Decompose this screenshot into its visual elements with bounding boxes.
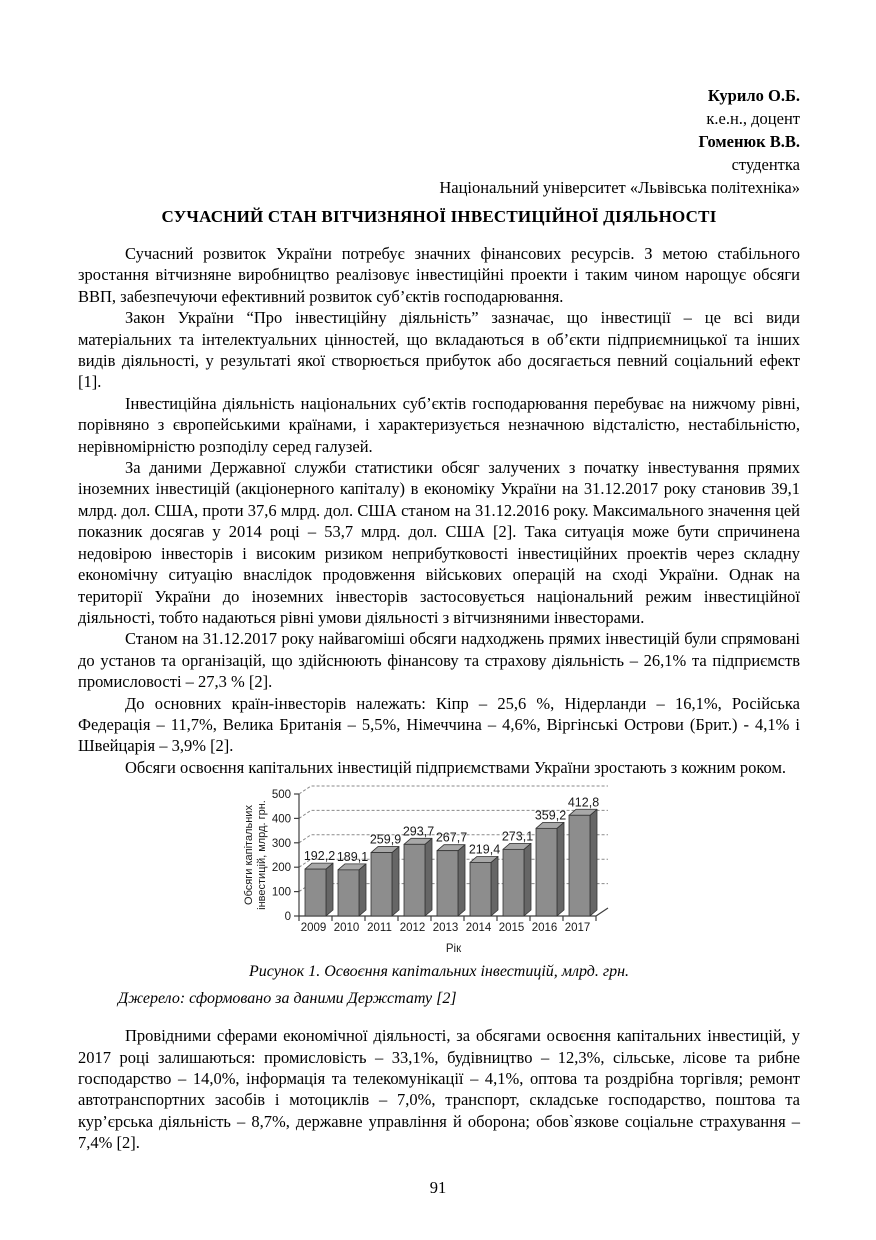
paragraph: Закон України “Про інвестиційну діяльність” зазначає, що інвестиції – це всі види матеріальних та інтелектуальних цінностей, що вкладаються в об’єкти підприємницької та інших видів діяльності, у результаті якої створюється прибуток або досягається певний соціальний ефект [1].: [78, 308, 800, 392]
figure1: [78, 782, 800, 1009]
chart-value-label: 273,1: [501, 829, 534, 844]
bar-front-face: [437, 851, 458, 916]
bar-side-face: [458, 845, 465, 916]
author-name-1: Курило О.Б.: [707, 86, 800, 105]
bar-side-face: [491, 857, 498, 917]
paragraph: Сучасний розвиток України потребує значних фінансових ресурсів. З метою стабільного зростання вітчизняне виробництво реалізовує інвестиційні проекти і таким чином нарощує обсяги ВВП, забезпечуючи ефективний розвиток суб’єктів господарювання.: [78, 244, 800, 306]
paragraph: До основних країн-інвесторів належать: Кіпр – 25,6 %, Нідерланди – 16,1%, Російська Федерація – 11,7%, Велика Британія – 5,5%, Німеччина – 4,6%, Віргінські Острови (Брит.) - 4,1% і Швейцарія – 3,9% [2].: [78, 693, 800, 756]
bar-front-face: [503, 850, 524, 917]
chart-xtick-label: 2009: [300, 922, 327, 935]
chart-xtick-label: 2011: [367, 922, 392, 935]
article-body: [78, 243, 800, 1154]
chart-bar-2016: [536, 823, 564, 917]
chart-xlabel: Рік: [445, 943, 462, 956]
chart-bar-2012: [404, 838, 432, 916]
chart-bar-2011: [371, 847, 399, 916]
chart-ytick-label: 500: [271, 789, 291, 802]
author-degree-1: к.е.н., доцент: [706, 109, 800, 128]
bar-side-face: [590, 809, 597, 916]
bar-side-face: [359, 864, 366, 916]
chart-bar-2017: [569, 809, 597, 916]
figure1-caption: Рисунок 1. Освоєння капітальних інвестицій, млрд. грн.: [248, 963, 630, 981]
chart-ylabel-line1: Обсяги капітальних: [243, 805, 255, 906]
paragraph: Інвестиційна діяльність національних суб’єктів господарювання перебуває на нижчому рівні, порівняно з європейськими країнами, і характеризується незначною відсталістю, нестабільністю, нерівномірністю розподілу серед галузей.: [78, 393, 800, 456]
bar-side-face: [557, 823, 564, 917]
chart-bar-2009: [305, 863, 333, 916]
chart-ytick-label: 400: [271, 813, 291, 826]
chart-xtick-label: 2013: [432, 922, 459, 935]
byline-block: [78, 84, 800, 199]
bar-side-face: [392, 847, 399, 916]
paragraph: Обсяги освоєння капітальних інвестицій підприємствами України зростають з кожним роком.: [125, 757, 787, 777]
chart-bar-2014: [470, 857, 498, 917]
article-title: СУЧАСНИЙ СТАН ВІТЧИЗНЯНОЇ ІНВЕСТИЦІЙНОЇ ДІЯЛЬНОСТІ: [161, 207, 717, 226]
chart-value-label: 412,8: [567, 795, 600, 810]
figure1-source: Джерело: сформовано за даними Держстату [2]: [118, 990, 457, 1008]
bar-front-face: [569, 815, 590, 916]
chart-value-label: 359,2: [534, 808, 567, 823]
affiliation: Національний університет «Львівська політехніка»: [439, 178, 800, 197]
figure1-chart: [239, 782, 639, 960]
chart-xtick-label: 2017: [564, 922, 591, 935]
bar-front-face: [404, 844, 425, 916]
chart-bar-2010: [338, 864, 366, 916]
chart-ylabel-line2: інвестицій, млрд. грн.: [256, 800, 268, 910]
chart-ytick-label: 200: [271, 862, 291, 875]
chart-ytick-label: 300: [271, 837, 291, 850]
bar-side-face: [326, 863, 333, 916]
bar-front-face: [470, 863, 491, 917]
chart-xtick-label: 2012: [399, 922, 426, 935]
paragraph: Провідними сферами економічної діяльності, за обсягами освоєння капітальних інвестицій, у 2017 році залишаються: промисловість – 33,1%, будівництво – 12,3%, сільське, лісове та рибне господарство – 14,0%, інформація та телекомунікації – 4,1%, оптова та роздрібна торгівля; ремонт автотранспортних засобів і мотоциклів – 7,0%, транспорт, складське господарство, поштова та кур’єрська діяльність – 8,7%, державне управління й оборона; обов`язкове соціальне страхування – 7,4% [2].: [78, 1026, 800, 1153]
bar-front-face: [338, 870, 359, 916]
bar-side-face: [524, 844, 531, 917]
chart-xtick-label: 2016: [531, 922, 558, 935]
chart-grid-line: [299, 786, 608, 794]
chart-ytick-label: 0: [284, 911, 291, 924]
bar-front-face: [536, 829, 557, 917]
chart-xtick-label: 2010: [333, 922, 360, 935]
chart-value-label: 192,2: [303, 849, 336, 864]
bar-side-face: [425, 838, 432, 916]
chart-xtick-label: 2015: [498, 922, 525, 935]
bar-front-face: [305, 869, 326, 916]
author-name-2: Гоменюк В.В.: [698, 132, 800, 151]
chart-ytick-label: 100: [271, 886, 291, 899]
chart-value-label: 267,7: [435, 830, 468, 845]
bar-front-face: [371, 853, 392, 916]
chart-bar-2015: [503, 844, 531, 917]
page-number: 91: [429, 1178, 447, 1197]
author-degree-2: студентка: [731, 155, 800, 174]
chart-xtick-label: 2014: [465, 922, 492, 935]
chart-bar-2013: [437, 845, 465, 916]
chart-value-label: 293,7: [402, 824, 435, 839]
chart-value-label: 219,4: [468, 842, 501, 857]
paragraph: За даними Державної служби статистики обсяг залучених з початку інвестування прямих іноземних інвестицій (акціонерного капіталу) в економіку України на 31.12.2017 року становив 39,1 млрд. дол. США, проти 37,6 млрд. дол. США станом на 31.12.2016 року. Максимального значення цей показник досягав у 2014 році – 53,7 млрд. дол. США [2]. Така ситуація може бути спричинена недовірою інвесторів і високим ризиком неприбутковості інвестиційних проектів через складну економічну ситуацію внаслідок продовження військових операцій на сході України. Однак на території України до іноземних інвесторів застосовується національний режим інвестиційної діяльності, тобто надаються рівні умови діяльності з вітчизняними інвесторами.: [78, 458, 800, 627]
paragraph: Станом на 31.12.2017 року найвагоміші обсяги надходжень прямих інвестицій були спрямовані до установ та організацій, що здійснюють фінансову та страхову діяльність – 26,1% та підприємств промисловості – 27,3 % [2].: [78, 629, 800, 692]
chart-value-label: 259,9: [369, 832, 402, 847]
chart-value-label: 189,1: [336, 850, 369, 865]
